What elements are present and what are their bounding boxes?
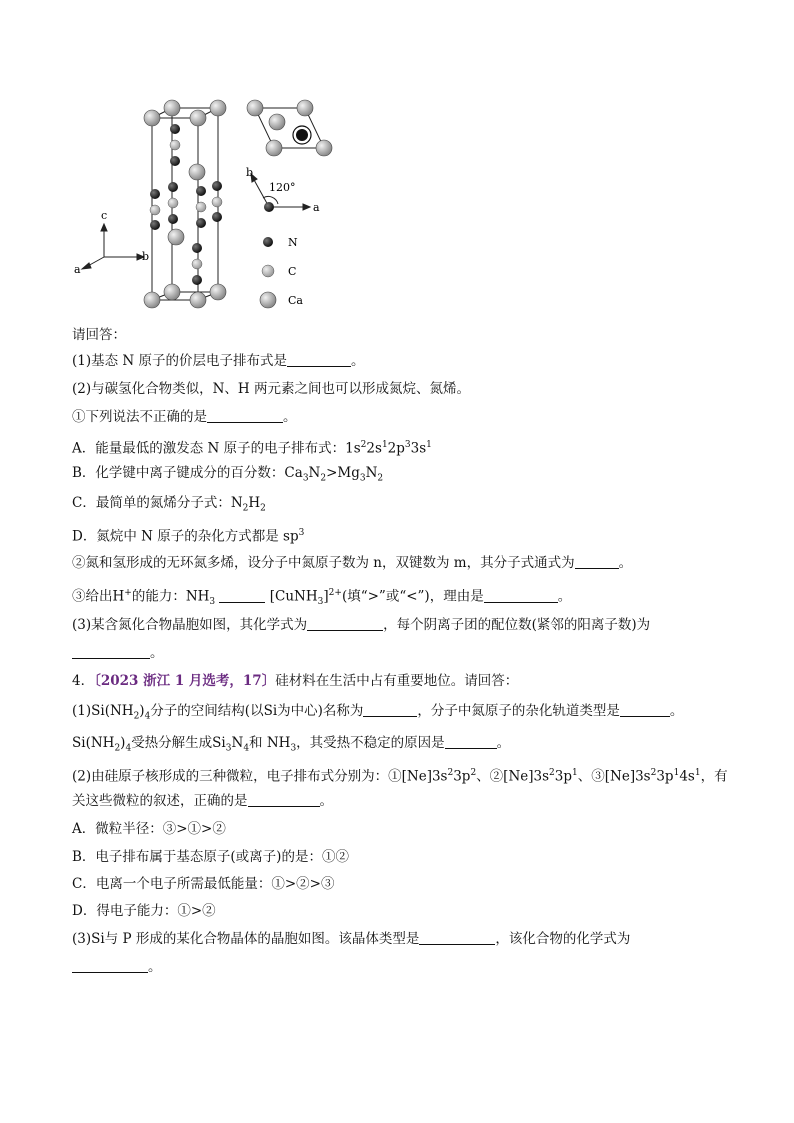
q4-part2-cont: 关这些微粒的叙述，正确的是 。 xyxy=(72,793,333,809)
axis-c-label: c xyxy=(101,209,108,222)
q4-option-d: D．得电子能力：①>② xyxy=(72,903,216,919)
q3-part2-1: ①下列说法不正确的是 。 xyxy=(72,409,297,425)
q3-part2-3: ③给出H+的能力：$NH_3$ [CuNH$_3$]$^{2+}$(填“>”或“<”)，理由是 。 xyxy=(72,588,572,608)
q3-option-c: C．最简单的氮烯分子式：$N_2H_2$ xyxy=(72,495,266,514)
answer-blank[interactable] xyxy=(445,734,497,749)
q3-part2: (2)与碳氢化合物类似，N、H 两元素之间也可以形成氮烷、氮烯。 xyxy=(72,381,470,397)
source-tag: 〔2023 浙江 1 月选考，17〕 xyxy=(94,673,276,689)
answer-blank[interactable] xyxy=(307,616,383,631)
top-view-cell xyxy=(255,108,324,148)
axis-b-label: b xyxy=(142,250,150,263)
c-atoms xyxy=(150,140,222,269)
legend-c-symbol xyxy=(262,265,274,277)
axis-a-label-right: a xyxy=(313,201,320,214)
answer-blank[interactable] xyxy=(248,792,320,807)
q4-part3: (3)Si与 P 形成的某化合物晶体的晶胞如图。该晶体类型是 ，该化合物的化学式为 xyxy=(72,931,631,947)
answer-blank[interactable] xyxy=(419,930,495,945)
answer-blank[interactable] xyxy=(620,702,670,717)
answer-blank[interactable] xyxy=(207,408,283,423)
q3-part3: (3)某含氮化合物晶胞如图，其化学式为 ，每个阴离子团的配位数(紧邻的阳离子数)为 xyxy=(72,617,651,633)
q3-part1: (1)基态 N 原子的价层电子排布式是 。 xyxy=(72,353,365,369)
axes-left xyxy=(82,224,144,269)
q4-option-c: C．电离一个电子所需最低能量：①>②>③ xyxy=(72,876,335,892)
q3-option-d: D．氮烷中 N 原子的杂化方式都是 $sp^3$ xyxy=(72,528,305,545)
q3-option-b: B．化学键中离子键成分的百分数：$Ca_3N_2>Mg_3N_2$ xyxy=(72,465,384,484)
q4-header: 4．〔2023 浙江 1 月选考，17〕硅材料在生活中占有重要地位。请回答： xyxy=(72,673,519,689)
q4-part2: (2)由硅原子核形成的三种微粒，电子排布式分别为：$①[Ne]3s^23p^2$、$②[Ne]3s^23p^1$、$③[Ne]3s^23p^14s^1$，有 xyxy=(72,768,728,785)
q4-part1-cont: $Si(NH_2)_4$受热分解生成$Si_3N_4$和 $NH_3$，其受热不稳定的原因是 。 xyxy=(72,735,511,754)
q3-intro: 请回答： xyxy=(72,327,126,343)
q3-part2-2: ②氮和氢形成的无环氮多烯，设分子中氮原子数为 n，双键数为 m，其分子式通式为 。 xyxy=(72,555,633,571)
legend-n-label: N xyxy=(288,236,298,249)
legend-n-symbol xyxy=(263,237,273,247)
legend-c-label: C xyxy=(288,265,297,278)
q4-part1: $(1)Si(NH_2)_4$分子的空间结构(以Si为中心)名称为 ，分子中氮原子的杂化轨道类型是 。 xyxy=(72,703,684,722)
legend-ca-label: Ca xyxy=(288,294,303,307)
unit-cell-frame xyxy=(152,108,218,300)
q4-option-b: B．电子排布属于基态原子(或离子)的是：①② xyxy=(72,849,349,865)
legend-ca-symbol xyxy=(260,292,276,308)
n-atoms xyxy=(150,124,222,285)
answer-blank[interactable] xyxy=(287,352,351,367)
q4-part3-cont: 。 xyxy=(72,958,162,976)
answer-blank[interactable] xyxy=(219,588,265,603)
angle-label: 120° xyxy=(269,181,296,194)
answer-blank[interactable] xyxy=(72,644,150,659)
crystal-cell-figure xyxy=(60,90,360,320)
q3-part3-cont: 。 xyxy=(72,644,164,662)
axis-b-label-right: b xyxy=(246,166,254,179)
axis-a-label: a xyxy=(74,263,81,276)
answer-blank[interactable] xyxy=(575,554,619,569)
answer-blank[interactable] xyxy=(363,702,417,717)
answer-blank[interactable] xyxy=(484,588,558,603)
q3-option-a: A．能量最低的激发态 N 原子的电子排布式：$1s^22s^12p^33s^1$ xyxy=(72,440,432,457)
answer-blank[interactable] xyxy=(72,958,148,973)
q4-option-a: A．微粒半径：③>①>② xyxy=(72,821,226,837)
